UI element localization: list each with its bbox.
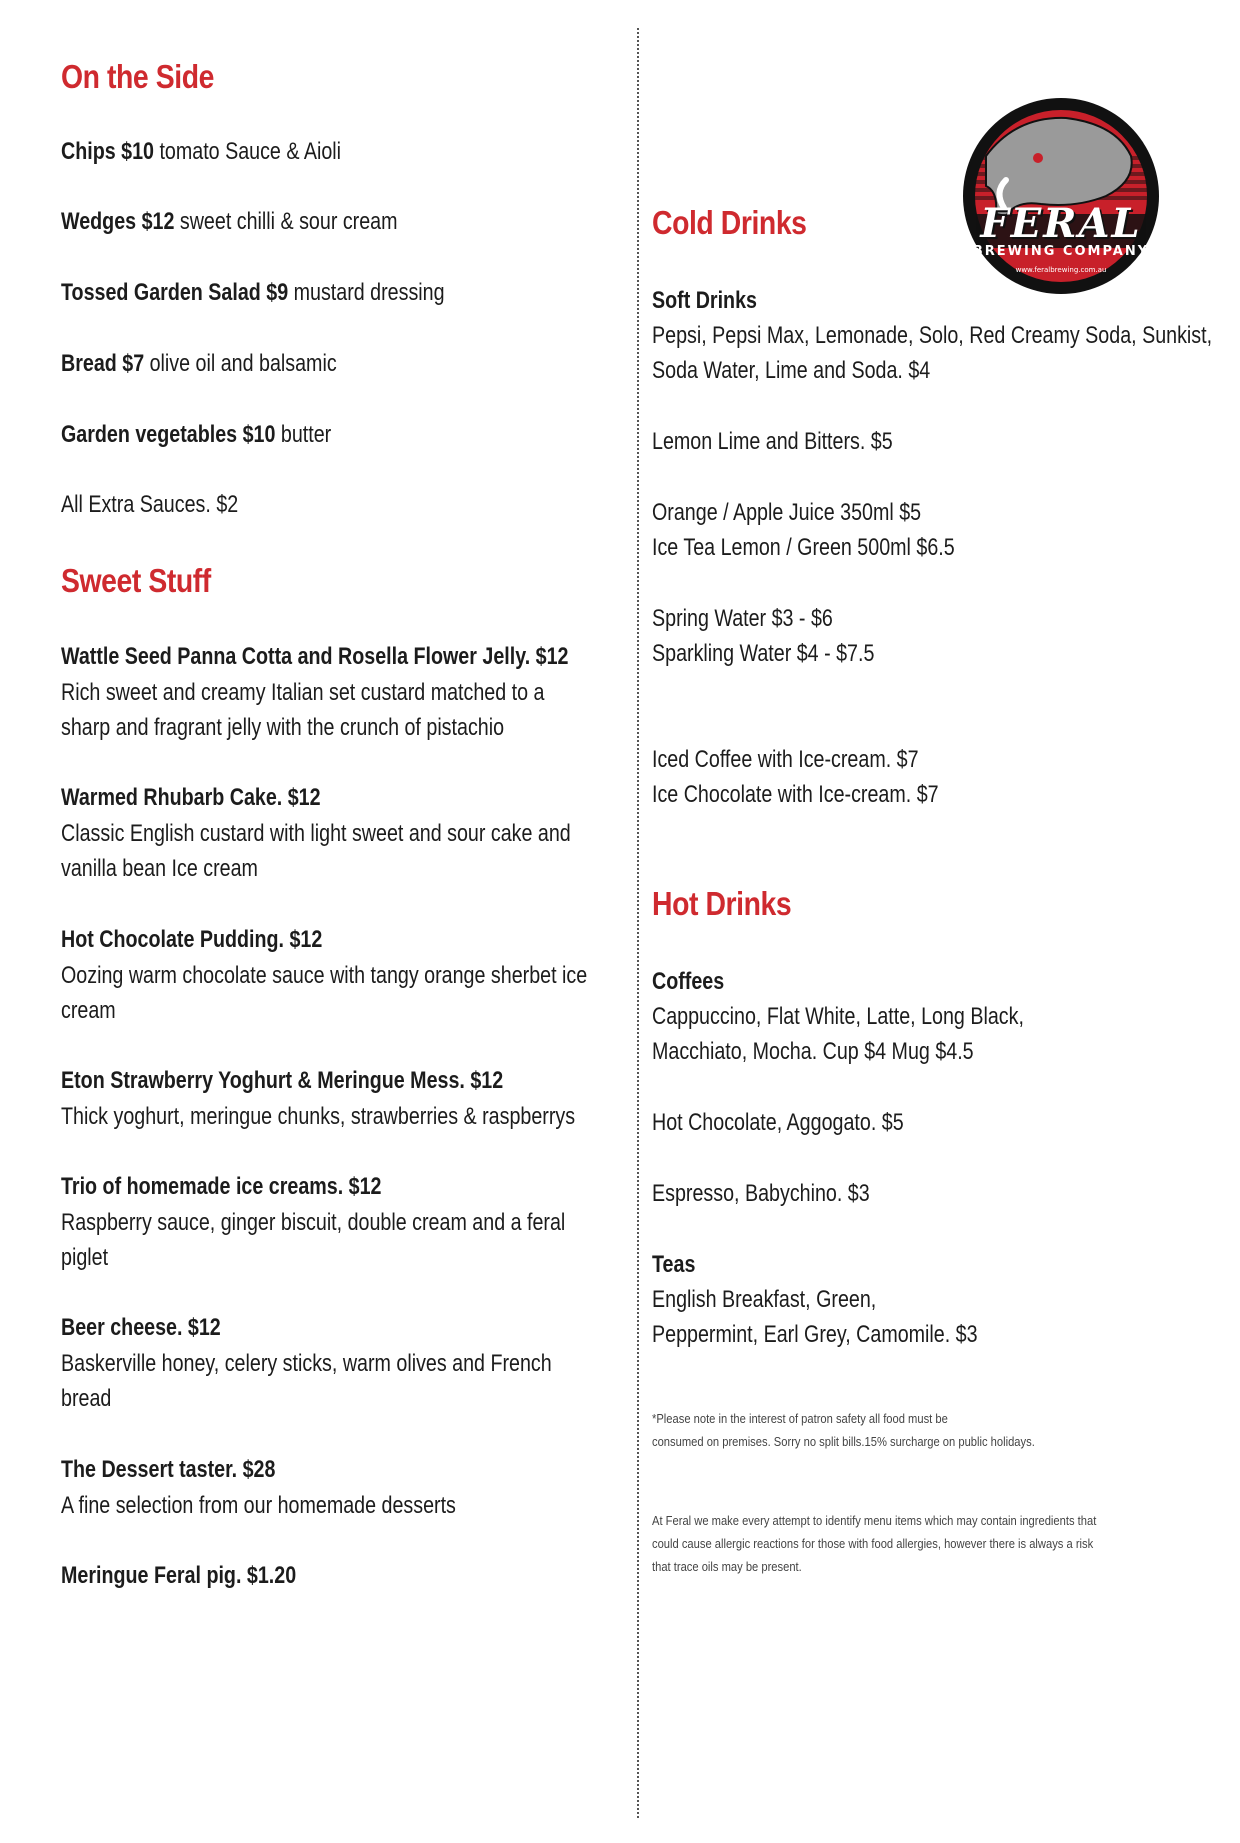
dessert-name-text: Trio of homemade ice creams. $12 [61, 1173, 382, 1200]
note-line: consumed on premises. Sorry no split bills.15% surcharge on public holidays. [652, 1434, 1035, 1449]
dessert-name [61, 639, 568, 674]
item-name: Chips $10 [61, 138, 154, 165]
soft-drinks-heading [652, 283, 757, 318]
drink-ice-tea: Ice Tea Lemon / Green 500ml $6.5 [652, 534, 955, 561]
column-divider [637, 28, 639, 1818]
dessert-name [61, 1063, 503, 1098]
section-title-hot-drinks: Hot Drinks [652, 885, 792, 922]
dessert-desc-line: Classic English custard with light sweet and sour cake and [61, 820, 571, 847]
soft-drinks-line: Pepsi, Pepsi Max, Lemonade, Solo, Red Creamy Soda, Sunkist, [652, 322, 1213, 349]
item-desc: tomato Sauce & Aioli [153, 138, 342, 165]
coffees-line: Macchiato, Mocha. Cup $4 Mug $4.5 [652, 1038, 974, 1065]
dessert-desc-line: Oozing warm chocolate sauce with tangy orange sherbet ice [61, 962, 588, 989]
coffees-heading [652, 964, 724, 999]
drink-hot-chocolate: Hot Chocolate, Aggogato. $5 [652, 1109, 904, 1136]
soft-drinks-heading-text: Soft Drinks [652, 287, 757, 314]
dessert-desc-line: piglet [61, 1244, 109, 1271]
teas-line: English Breakfast, Green, [652, 1286, 877, 1313]
note-line: could cause allergic reactions for those with food allergies, however there is always a risk [652, 1536, 1094, 1551]
dessert-name-text: The Dessert taster. $28 [61, 1456, 276, 1483]
note-line: that trace oils may be present. [652, 1559, 802, 1574]
section-title-sweet-stuff: Sweet Stuff [61, 562, 211, 599]
item-desc: sweet chilli & sour cream [174, 208, 398, 235]
logo-wordmark: FERAL [980, 200, 1142, 247]
teas-line: Peppermint, Earl Grey, Camomile. $3 [652, 1321, 978, 1348]
feral-logo [946, 96, 1176, 296]
dessert-name-text: Wattle Seed Panna Cotta and Rosella Flower Jelly. $12 [61, 643, 569, 670]
allergy-note [652, 1509, 1134, 1578]
item-desc: butter [275, 421, 332, 448]
dessert-desc-line: Baskerville honey, celery sticks, warm olives and French [61, 1350, 552, 1377]
dessert-name [61, 1452, 275, 1487]
dessert-name [61, 780, 321, 815]
dessert-name [61, 1310, 221, 1345]
item-name: Tossed Garden Salad $9 [61, 279, 289, 306]
note-line: *Please note in the interest of patron safety all food must be [652, 1411, 948, 1426]
dessert-desc-line: cream [61, 997, 116, 1024]
dessert-desc-line: Thick yoghurt, meringue chunks, strawberries & raspberrys [61, 1103, 576, 1130]
item-name: Wedges $12 [61, 208, 175, 235]
dessert-name-text: Hot Chocolate Pudding. $12 [61, 926, 323, 953]
side-item-vegetables [61, 417, 331, 452]
drink-spring-water: Spring Water $3 - $6 [652, 605, 833, 632]
side-item-chips [61, 134, 341, 169]
dessert-name [61, 1558, 296, 1593]
side-item-wedges [61, 204, 398, 239]
teas-heading [652, 1247, 695, 1282]
dessert-desc-line: bread [61, 1385, 112, 1412]
soft-drinks-line: Soda Water, Lime and Soda. $4 [652, 357, 931, 384]
item-desc: mustard dressing [288, 279, 445, 306]
dessert-desc-line: vanilla bean Ice cream [61, 855, 258, 882]
coffees-heading-text: Coffees [652, 968, 725, 995]
dessert-desc-line: A fine selection from our homemade desserts [61, 1492, 456, 1519]
dessert-desc-line: sharp and fragrant jelly with the crunch of pistachio [61, 714, 505, 741]
dessert-name-text: Beer cheese. $12 [61, 1314, 221, 1341]
section-title-on-the-side: On the Side [61, 58, 214, 95]
item-name: Garden vegetables $10 [61, 421, 276, 448]
drink-sparkling-water: Sparkling Water $4 - $7.5 [652, 640, 875, 667]
section-title-cold-drinks: Cold Drinks [652, 204, 807, 241]
dessert-name-text: Eton Strawberry Yoghurt & Meringue Mess. $12 [61, 1067, 504, 1094]
coffees-line: Cappuccino, Flat White, Latte, Long Black, [652, 1003, 1024, 1030]
drink-espresso: Espresso, Babychino. $3 [652, 1180, 870, 1207]
drink-juice: Orange / Apple Juice 350ml $5 [652, 499, 922, 526]
drink-bitters: Lemon Lime and Bitters. $5 [652, 428, 893, 455]
dessert-name-text: Meringue Feral pig. $1.20 [61, 1562, 297, 1589]
drink-iced-coffee: Iced Coffee with Ice-cream. $7 [652, 746, 919, 773]
logo-url: www.feralbrewing.com.au [1015, 266, 1107, 274]
side-item-bread [61, 346, 337, 381]
dessert-name [61, 1169, 381, 1204]
side-extra-sauces: All Extra Sauces. $2 [61, 491, 239, 518]
side-item-salad [61, 275, 445, 310]
item-name: Bread $7 [61, 350, 145, 377]
item-desc: olive oil and balsamic [144, 350, 337, 377]
dessert-desc-line: Rich sweet and creamy Italian set custard matched to a [61, 679, 545, 706]
dessert-desc-line: Raspberry sauce, ginger biscuit, double cream and a feral [61, 1209, 566, 1236]
dessert-name-text: Warmed Rhubarb Cake. $12 [61, 784, 321, 811]
patron-safety-note [652, 1407, 1134, 1453]
dessert-name [61, 922, 322, 957]
drink-ice-chocolate: Ice Chocolate with Ice-cream. $7 [652, 781, 939, 808]
note-line: At Feral we make every attempt to identify menu items which may contain ingredients that [652, 1513, 1097, 1528]
logo-subtitle: BREWING COMPANY [972, 244, 1150, 259]
teas-heading-text: Teas [652, 1251, 696, 1278]
